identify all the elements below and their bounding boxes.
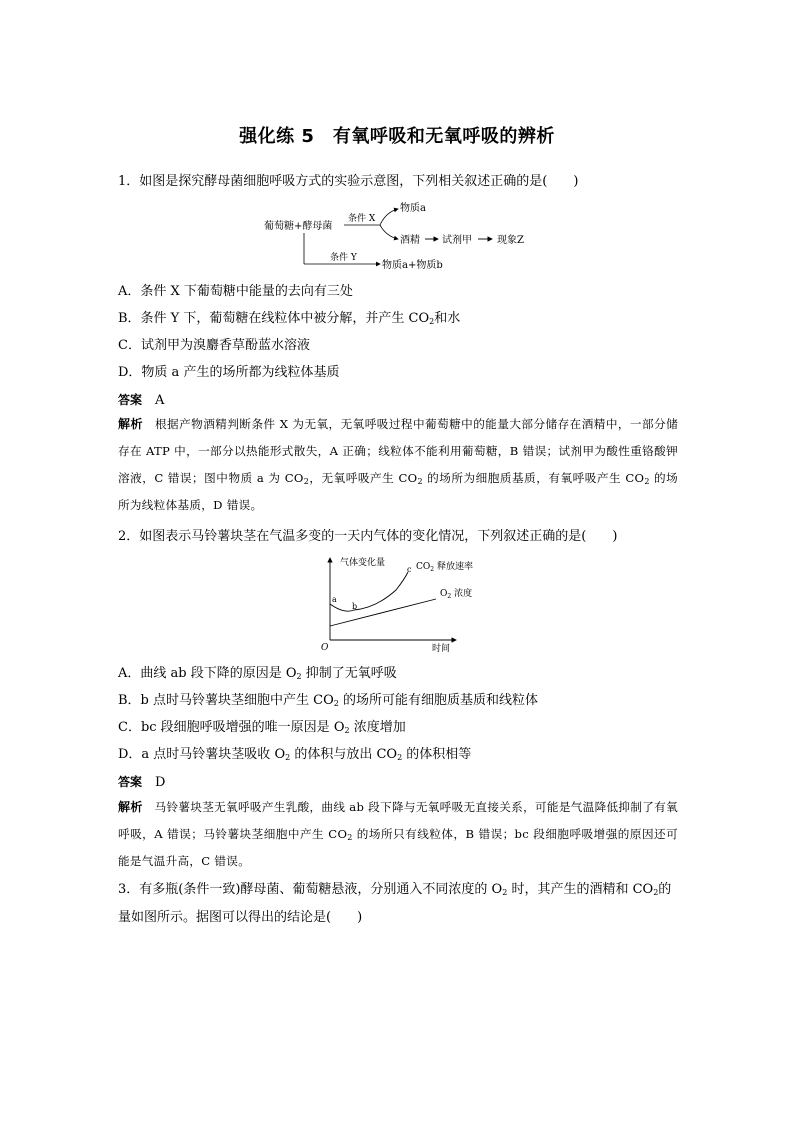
chart-o2-line xyxy=(330,599,436,626)
q1-option-c: C．试剂甲为溴麝香草酚蓝水溶液 xyxy=(118,338,310,353)
diagram-substance-ab: 物质a+物质b xyxy=(382,260,443,271)
q2-chart xyxy=(316,554,500,654)
chart-point-b: b xyxy=(352,602,358,611)
q1-option-a: A．条件 X 下葡萄糖中能量的去向有三处 xyxy=(118,284,353,299)
diagram-cond-y: 条件 Y xyxy=(330,253,357,263)
chart-x-label: 时间 xyxy=(432,644,451,654)
chart-y-label: 气体变化量 xyxy=(340,558,386,568)
q1-diagram xyxy=(262,198,552,274)
diagram-reagent: 试剂甲 xyxy=(442,235,472,246)
q1-option-b: B．条件 Y 下，葡萄糖在线粒体中被分解，并产生 $CO_2$和水 xyxy=(118,311,461,326)
chart-point-c: c xyxy=(407,565,412,574)
q1-answer: 答案 A xyxy=(118,393,165,408)
page-title: 强化练 5 有氧呼吸和无氧呼吸的辨析 xyxy=(239,126,555,147)
q2-option-c: C．bc 段细胞呼吸增强的唯一原因是 $O_2$ 浓度增加 xyxy=(118,720,406,735)
diagram-start-label: 葡萄糖+酵母菌 xyxy=(264,221,333,232)
q3-stem: 3．有多瓶(条件一致)酵母菌、葡萄糖悬液，分别通入不同浓度的 $O_2$ 时，其产生的酒精和 $CO_2$的量如图所示。据图可以得出的结论是( ) xyxy=(118,882,672,925)
chart-point-a: a xyxy=(332,595,337,604)
q2-option-d: D．a 点时马铃薯块茎吸收 $O_2$ 的体积与放出 $CO_2$ 的体积相等 xyxy=(118,747,472,762)
chart-o2-label: $O_2$ 浓度 xyxy=(440,589,473,600)
q2-analysis: 解析 马铃薯块茎无氧呼吸产生乳酸，曲线 ab 段下降与无氧呼吸无直接关系，可能是气温降低抑制了有氧呼吸，A 错误；马铃薯块茎细胞中产生 $CO_2$ 的场所只有线粒体，B 错误；bc 段细胞呼吸增强的原因还可能是气温升高，C 错误。 xyxy=(118,800,678,868)
q2-option-a: A．曲线 ab 段下降的原因是 $O_2$ 抑制了无氧呼吸 xyxy=(118,666,397,681)
chart-co2-label: $CO_2$ 释放速率 xyxy=(416,562,473,573)
diagram-arrow-a xyxy=(380,209,398,225)
diagram-alcohol: 酒精 xyxy=(400,235,420,246)
chart-origin: O xyxy=(321,643,329,653)
q2-stem: 2．如图表示马铃薯块茎在气温多变的一天内气体的变化情况，下列叙述正确的是( ) xyxy=(118,529,618,544)
diagram-arrow-alcohol xyxy=(380,225,398,239)
diagram-cond-x: 条件 X xyxy=(348,214,376,224)
q2-answer: 答案 D xyxy=(118,775,166,790)
q2-option-b: B．b 点时马铃薯块茎细胞中产生 $CO_2$ 的场所可能有细胞质基质和线粒体 xyxy=(118,693,538,708)
q1-stem: 1．如图是探究酵母菌细胞呼吸方式的实验示意图，下列相关叙述正确的是( ) xyxy=(118,174,579,189)
q1-analysis: 解析 根据产物酒精判断条件 X 为无氧，无氧呼吸过程中葡萄糖中的能量大部分储存在酒精中，一部分储存在 ATP 中，一部分以热能形式散失，A 正确；线粒体不能利用葡萄糖，B 错误；试剂甲为酸性重铬酸钾溶液，C 错误；图中物质 a 为 $CO_2$，无氧呼吸产生 $CO_2$ 的场所为细胞质基质，有氧呼吸产生 $CO_2$ 的场所为线粒体基质，D 错误。 xyxy=(118,417,679,512)
diagram-phenomenon: 现象Z xyxy=(497,235,524,246)
q1-option-d: D．物质 a 产生的场所都为线粒体基质 xyxy=(118,365,340,380)
diagram-substance-a: 物质a xyxy=(400,203,426,214)
chart-co2-curve xyxy=(330,572,408,611)
